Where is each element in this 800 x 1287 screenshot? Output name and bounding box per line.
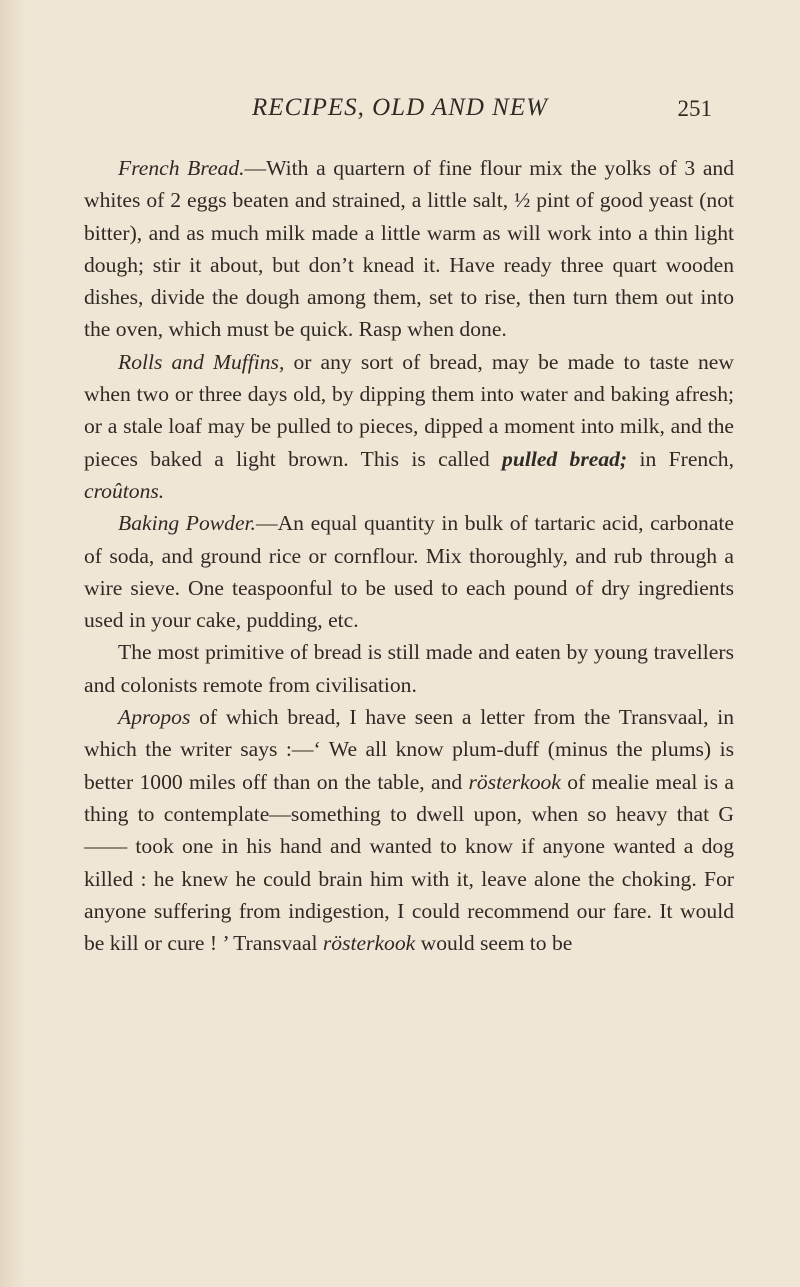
page-number: 251 [677,96,712,121]
emphasis-pulled-bread: pulled bread; [502,446,628,471]
page-edge-shadow [0,0,26,1287]
paragraph-text: —An equal quantity in bulk of tartaric acid, carbonate of soda, and ground rice or cornflour. Mix thoroughly, and rub through a wire sieve. One teaspoonful to be used to each pound of dry ingredients used in your cake, pudding, etc. [84,511,734,633]
recipe-title-baking-powder: Baking Powder. [118,511,256,536]
paragraph-primitive-bread [84,636,734,701]
paragraph-text: or any sort of bread, may be made to taste new when two or three days old, by dipping them into water and baking afresh; or a stale loaf may be pulled to pieces, dipped a moment into milk, and the pieces baked a light brown. This is called [84,349,734,471]
title-apropos: Apropos [118,705,191,730]
emphasis-rosterkook: rösterkook [322,931,416,956]
running-head: RECIPES, OLD AND NEW [252,94,548,121]
paragraph-text: of mealie meal is a thing to contemplate—something to dwell upon, when so heavy that G—— took one in his hand and wanted to know if anyone wanted a dog killed : he knew he could brain him with it, leave alone the choking. For anyone suffering from indigestion, I could recommend our fare. It would be kill or cure ! ’ Transvaal [84,769,734,956]
paragraph-text: of which bread, I have seen a letter from the Transvaal, in which the writer says :—‘ We all know plum-duff (minus the plums) is better 1000 miles off than on the table, and [84,705,734,794]
paragraph-apropos [84,701,734,959]
paragraph-rolls-muffins [84,346,734,507]
emphasis-rosterkook: rösterkook [468,769,561,794]
paragraph-text: —With a quartern of fine flour mix the yolks of 3 and whites of 2 eggs beaten and strained, a little salt, ½ pint of good yeast (not bitter), and as much milk made a little warm as will work into a thin light dough; stir it about, but don’t knead it. Have ready three quart wooden dishes, divide the dough among them, set to rise, then turn them out into the oven, which must be quick. Rasp when done. [84,156,735,342]
paragraph-text: The most primitive of bread is still made and eaten by young travellers and colonists remote from civilisation. [84,640,734,697]
body-text [84,152,734,959]
paragraph-text: in French, [627,446,734,471]
page-header [0,94,800,134]
paragraph-baking-powder [84,507,734,636]
paragraph-french-bread [84,152,734,346]
recipe-title-rolls-muffins: Rolls and Muffins, [118,349,285,374]
recipe-title-french-bread: French Bread. [118,156,245,180]
paragraph-text: would seem to be [415,931,573,956]
emphasis-croutons: croûtons. [84,478,165,503]
